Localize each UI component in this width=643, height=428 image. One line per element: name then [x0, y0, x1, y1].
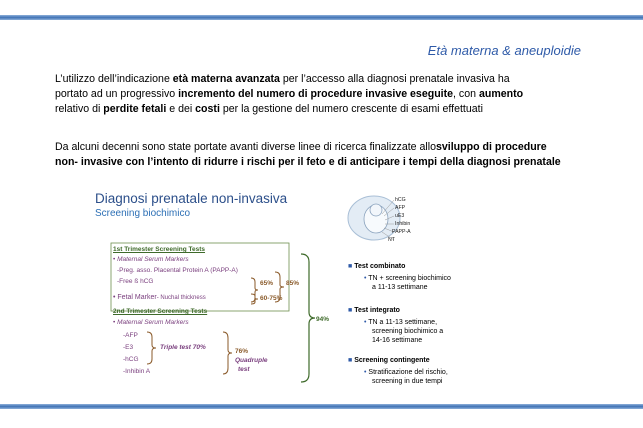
pct-65: 65%	[260, 280, 274, 287]
inhibin-label: -Inhibin A	[123, 368, 151, 375]
hormone-papp-a: PAPP-A	[392, 229, 411, 235]
maternal-serum-markers-2: • Maternal Serum Markers	[113, 319, 189, 326]
quadruple-label: Quadruple	[235, 357, 268, 364]
test-integrato-detail-3: 14-16 settimane	[372, 337, 423, 344]
bottom-divider	[0, 404, 643, 409]
papp-a-label: -Preg. asso. Placental Protein A (PAPP-A)	[117, 267, 238, 274]
test-combinato-detail-2: a 11-13 settimane	[372, 284, 428, 291]
hormone-connectors	[372, 194, 452, 254]
test-integrato-detail-2: screening biochimico a	[372, 328, 444, 335]
top-divider	[0, 15, 643, 20]
test-integrato-heading: ■ Test integrato	[348, 307, 400, 314]
pct-60-75: 60-75%	[260, 295, 283, 302]
screening-contingente-detail-2: screening in due tempi	[372, 378, 443, 385]
hormone-nt: NT	[388, 237, 395, 243]
free-hcg-label: -Free ß hCG	[117, 278, 154, 285]
pct-76: 76%	[235, 348, 249, 355]
hormone-inhibin: Inhibin	[395, 221, 411, 227]
test-combinato-detail-1: • TN + screening biochimico	[364, 275, 451, 282]
hormone-hcg: hCG	[395, 197, 406, 203]
screening-contingente-heading: ■ Screening contingente	[348, 357, 430, 364]
figure-title: Diagnosi prenatale non-invasiva	[95, 191, 288, 206]
paragraph-research: Da alcuni decenni sono state portate avanti diverse linee di ricerca finalizzate allosviluppo di procedure non- invasive con l’intento di ridurre i rischi per il feto e di anticipare i tempi della diagnosi prenatale	[55, 141, 561, 168]
pct-85: 85%	[286, 280, 300, 287]
screening-methods-figure	[342, 188, 512, 400]
figure-subtitle: Screening biochimico	[95, 208, 191, 219]
maternal-serum-markers-1: • Maternal Serum Markers	[113, 256, 189, 263]
pct-94: 94%	[316, 316, 330, 323]
second-trimester-heading: 2nd Trimester Screening Tests	[113, 308, 208, 315]
paragraph-maternal-age: L’utilizzo dell’indicazione età materna avanzata per l’accesso alla diagnosi prenatale invasiva ha portato ad un progressivo incremento del numero di procedure invasive eseguite, con aumento relativo di perdite fetali e dei costi per la gestione del numero crescente di esami effettuati	[55, 73, 524, 115]
slide-title: Età materna & aneuploidie	[427, 43, 581, 58]
hcg-label: -hCG	[123, 356, 139, 363]
e3-label: -E3	[123, 344, 134, 351]
afp-label: -AFP	[123, 332, 138, 339]
screening-contingente-detail-1: • Stratificazione del rischio,	[364, 369, 448, 376]
screening-figure	[83, 188, 345, 400]
first-trimester-heading: 1st Trimester Screening Tests	[113, 246, 206, 253]
hormone-afp: AFP	[395, 205, 406, 211]
test-label: test	[238, 366, 250, 373]
triple-test-label: Triple test 70%	[160, 344, 206, 351]
test-combinato-heading: ■ Test combinato	[348, 263, 406, 270]
test-integrato-detail-1: • TN a 11-13 settimane,	[364, 319, 438, 326]
fetal-marker: • Fetal Marker- Nuchal thickness	[113, 294, 206, 301]
hormone-ue3: uE3	[395, 213, 405, 219]
